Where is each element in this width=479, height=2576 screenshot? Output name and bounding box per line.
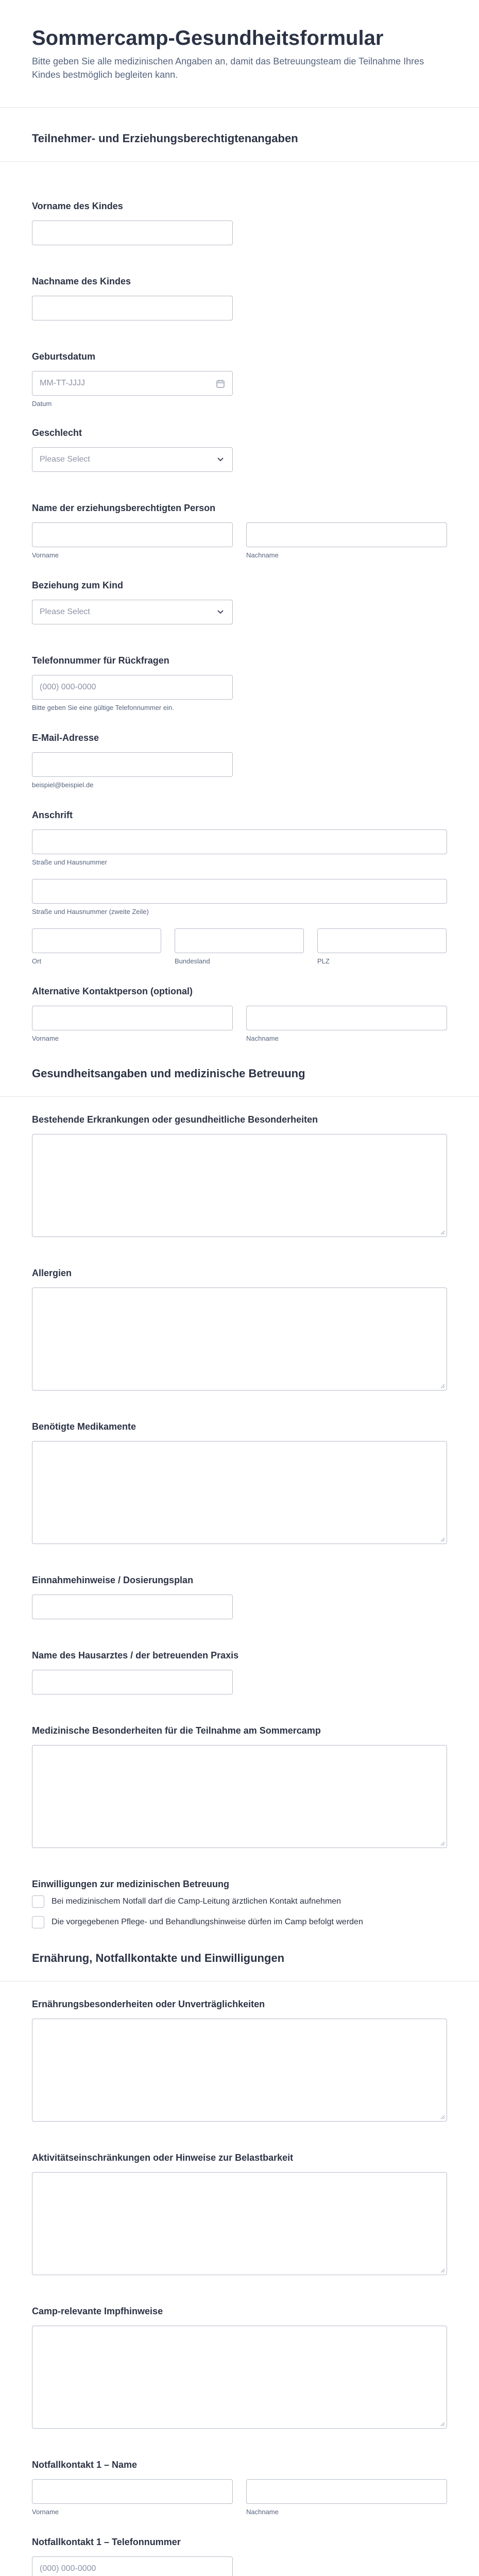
date-placeholder: MM-TT-JJJJ xyxy=(40,379,85,387)
phone-sublabel: Bitte geben Sie eine gültige Telefonnummer ein. xyxy=(32,704,174,711)
resize-handle-icon[interactable] xyxy=(440,2421,445,2427)
allergies-textarea[interactable] xyxy=(32,1287,447,1391)
email-sublabel: beispiel@beispiel.de xyxy=(32,781,94,789)
chevron-down-icon xyxy=(217,609,224,615)
resize-handle-icon[interactable] xyxy=(440,1383,445,1388)
field-label: Ernährungsbesonderheiten oder Unverträglichkeiten xyxy=(32,1999,265,2009)
field-label: Notfallkontakt 1 – Name xyxy=(32,2460,138,2470)
section-header-participant xyxy=(0,131,479,162)
conditions-field xyxy=(0,1113,479,1237)
phone-input[interactable] xyxy=(32,675,233,700)
street2-sublabel: Straße und Hausnummer (zweite Zeile) xyxy=(32,908,149,916)
field-label: Benötigte Medikamente xyxy=(32,1421,136,1432)
checkbox[interactable] xyxy=(32,1895,44,1908)
medical-consent-field xyxy=(0,1878,479,1930)
street2-input[interactable] xyxy=(32,879,447,904)
street-sublabel: Straße und Hausnummer xyxy=(32,858,107,866)
field-label: Geburtsdatum xyxy=(32,351,96,362)
chevron-down-icon xyxy=(217,457,224,462)
first-name-sublabel: Vorname xyxy=(32,551,59,559)
resize-handle-icon[interactable] xyxy=(440,2114,445,2120)
address-field xyxy=(0,809,479,965)
emergency1-name-field xyxy=(0,2459,479,2516)
field-label: Telefonnummer für Rückfragen xyxy=(32,655,169,666)
field-label: Einnahmehinweise / Dosierungsplan xyxy=(32,1575,194,1585)
gender-select[interactable] xyxy=(32,447,233,472)
consent-option[interactable] xyxy=(32,1914,447,1930)
consent-option[interactable] xyxy=(32,1893,447,1910)
activity-field xyxy=(0,2151,479,2275)
dosage-input[interactable] xyxy=(32,1595,233,1619)
field-label: Alternative Kontaktperson (optional) xyxy=(32,986,193,996)
alt-contact-first-name-input[interactable] xyxy=(32,1006,233,1030)
resize-handle-icon[interactable] xyxy=(440,2268,445,2273)
first-name-sublabel: Vorname xyxy=(32,1035,59,1042)
calendar-icon[interactable] xyxy=(216,379,225,388)
street-input[interactable] xyxy=(32,829,447,854)
gender-field xyxy=(0,427,479,472)
medications-textarea[interactable] xyxy=(32,1441,447,1544)
field-label: Allergien xyxy=(32,1268,72,1278)
child-first-name-field xyxy=(0,200,479,245)
diet-field xyxy=(0,1998,479,2122)
relationship-field xyxy=(0,579,479,624)
field-label: Beziehung zum Kind xyxy=(32,580,123,590)
activity-textarea[interactable] xyxy=(32,2172,447,2275)
checkbox-label: Die vorgegebenen Pflege- und Behandlungshinweise dürfen im Camp befolgt werden xyxy=(52,1918,363,1926)
section-title: Gesundheitsangaben und medizinische Betreuung xyxy=(32,1067,305,1080)
form-title: Sommercamp-Gesundheitsformular xyxy=(32,27,384,49)
birth-date-field xyxy=(0,350,479,408)
city-sublabel: Ort xyxy=(32,957,42,965)
field-label: Name der erziehungsberechtigten Person xyxy=(32,503,216,513)
state-input[interactable] xyxy=(175,928,304,953)
state-sublabel: Bundesland xyxy=(175,957,210,965)
zip-input[interactable] xyxy=(317,928,447,953)
last-name-sublabel: Nachname xyxy=(246,1035,279,1042)
conditions-textarea[interactable] xyxy=(32,1134,447,1237)
emergency1-phone-input[interactable] xyxy=(32,2556,233,2576)
last-name-sublabel: Nachname xyxy=(246,551,279,559)
select-value: Please Select xyxy=(40,607,90,616)
guardian-last-name-input[interactable] xyxy=(246,522,447,547)
camp-medical-textarea[interactable] xyxy=(32,1745,447,1848)
select-value: Please Select xyxy=(40,455,90,464)
date-sublabel: Datum xyxy=(32,400,52,408)
resize-handle-icon[interactable] xyxy=(440,1537,445,1542)
section-header-health xyxy=(0,1066,479,1097)
field-label: Vorname des Kindes xyxy=(32,201,123,211)
resize-handle-icon[interactable] xyxy=(440,1841,445,1846)
child-first-name-input[interactable] xyxy=(32,221,233,245)
field-label: E-Mail-Adresse xyxy=(32,733,99,743)
child-last-name-input[interactable] xyxy=(32,296,233,320)
emergency1-phone-field xyxy=(0,2536,479,2576)
resize-handle-icon[interactable] xyxy=(440,1230,445,1235)
emergency1-first-name-input[interactable] xyxy=(32,2479,233,2504)
field-label: Camp-relevante Impfhinweise xyxy=(32,2306,163,2316)
dosage-field xyxy=(0,1574,479,1619)
vaccines-field xyxy=(0,2305,479,2429)
field-label: Nachname des Kindes xyxy=(32,276,131,286)
alt-contact-field xyxy=(0,985,479,1043)
doctor-input[interactable] xyxy=(32,1670,233,1694)
guardian-name-field xyxy=(0,502,479,560)
doctor-field xyxy=(0,1649,479,1694)
zip-sublabel: PLZ xyxy=(317,957,330,965)
city-input[interactable] xyxy=(32,928,161,953)
last-name-sublabel: Nachname xyxy=(246,2508,279,2516)
alt-contact-last-name-input[interactable] xyxy=(246,1006,447,1030)
phone-placeholder: (000) 000-0000 xyxy=(40,683,96,691)
section-title: Teilnehmer- und Erziehungsberechtigtenangaben xyxy=(32,132,298,145)
checkbox-label: Bei medizinischem Notfall darf die Camp-Leitung ärztlichen Kontakt aufnehmen xyxy=(52,1897,341,1906)
phone-placeholder: (000) 000-0000 xyxy=(40,2564,96,2573)
email-input[interactable] xyxy=(32,752,233,777)
diet-textarea[interactable] xyxy=(32,2019,447,2122)
checkbox[interactable] xyxy=(32,1916,44,1928)
guardian-first-name-input[interactable] xyxy=(32,522,233,547)
field-label: Geschlecht xyxy=(32,428,82,438)
vaccines-textarea[interactable] xyxy=(32,2326,447,2429)
field-label: Notfallkontakt 1 – Telefonnummer xyxy=(32,2537,181,2547)
child-last-name-field xyxy=(0,275,479,320)
emergency1-last-name-input[interactable] xyxy=(246,2479,447,2504)
camp-medical-field xyxy=(0,1724,479,1848)
form-subtitle: Bitte geben Sie alle medizinischen Angaben an, damit das Betreuungsteam die Teilnahme Ihres Kindes bestmöglich begleiten kann. xyxy=(32,56,424,80)
field-label: Aktivitätseinschränkungen oder Hinweise zur Belastbarkeit xyxy=(32,2153,294,2163)
section-header-diet-emergency xyxy=(0,1951,479,1981)
field-label: Bestehende Erkrankungen oder gesundheitliche Besonderheiten xyxy=(32,1114,318,1125)
field-label: Einwilligungen zur medizinischen Betreuung xyxy=(32,1879,230,1889)
section-title: Ernährung, Notfallkontakte und Einwilligungen xyxy=(32,1952,285,1964)
first-name-sublabel: Vorname xyxy=(32,2508,59,2516)
phone-field xyxy=(0,654,479,712)
field-label: Anschrift xyxy=(32,810,73,820)
email-field xyxy=(0,732,479,789)
field-label: Medizinische Besonderheiten für die Teilnahme am Sommercamp xyxy=(32,1725,321,1736)
form-header xyxy=(0,0,479,108)
relationship-select[interactable] xyxy=(32,600,233,624)
allergies-field xyxy=(0,1267,479,1391)
medications-field xyxy=(0,1420,479,1544)
birth-date-input[interactable] xyxy=(32,371,233,396)
field-label: Name des Hausarztes / der betreuenden Praxis xyxy=(32,1650,239,1660)
